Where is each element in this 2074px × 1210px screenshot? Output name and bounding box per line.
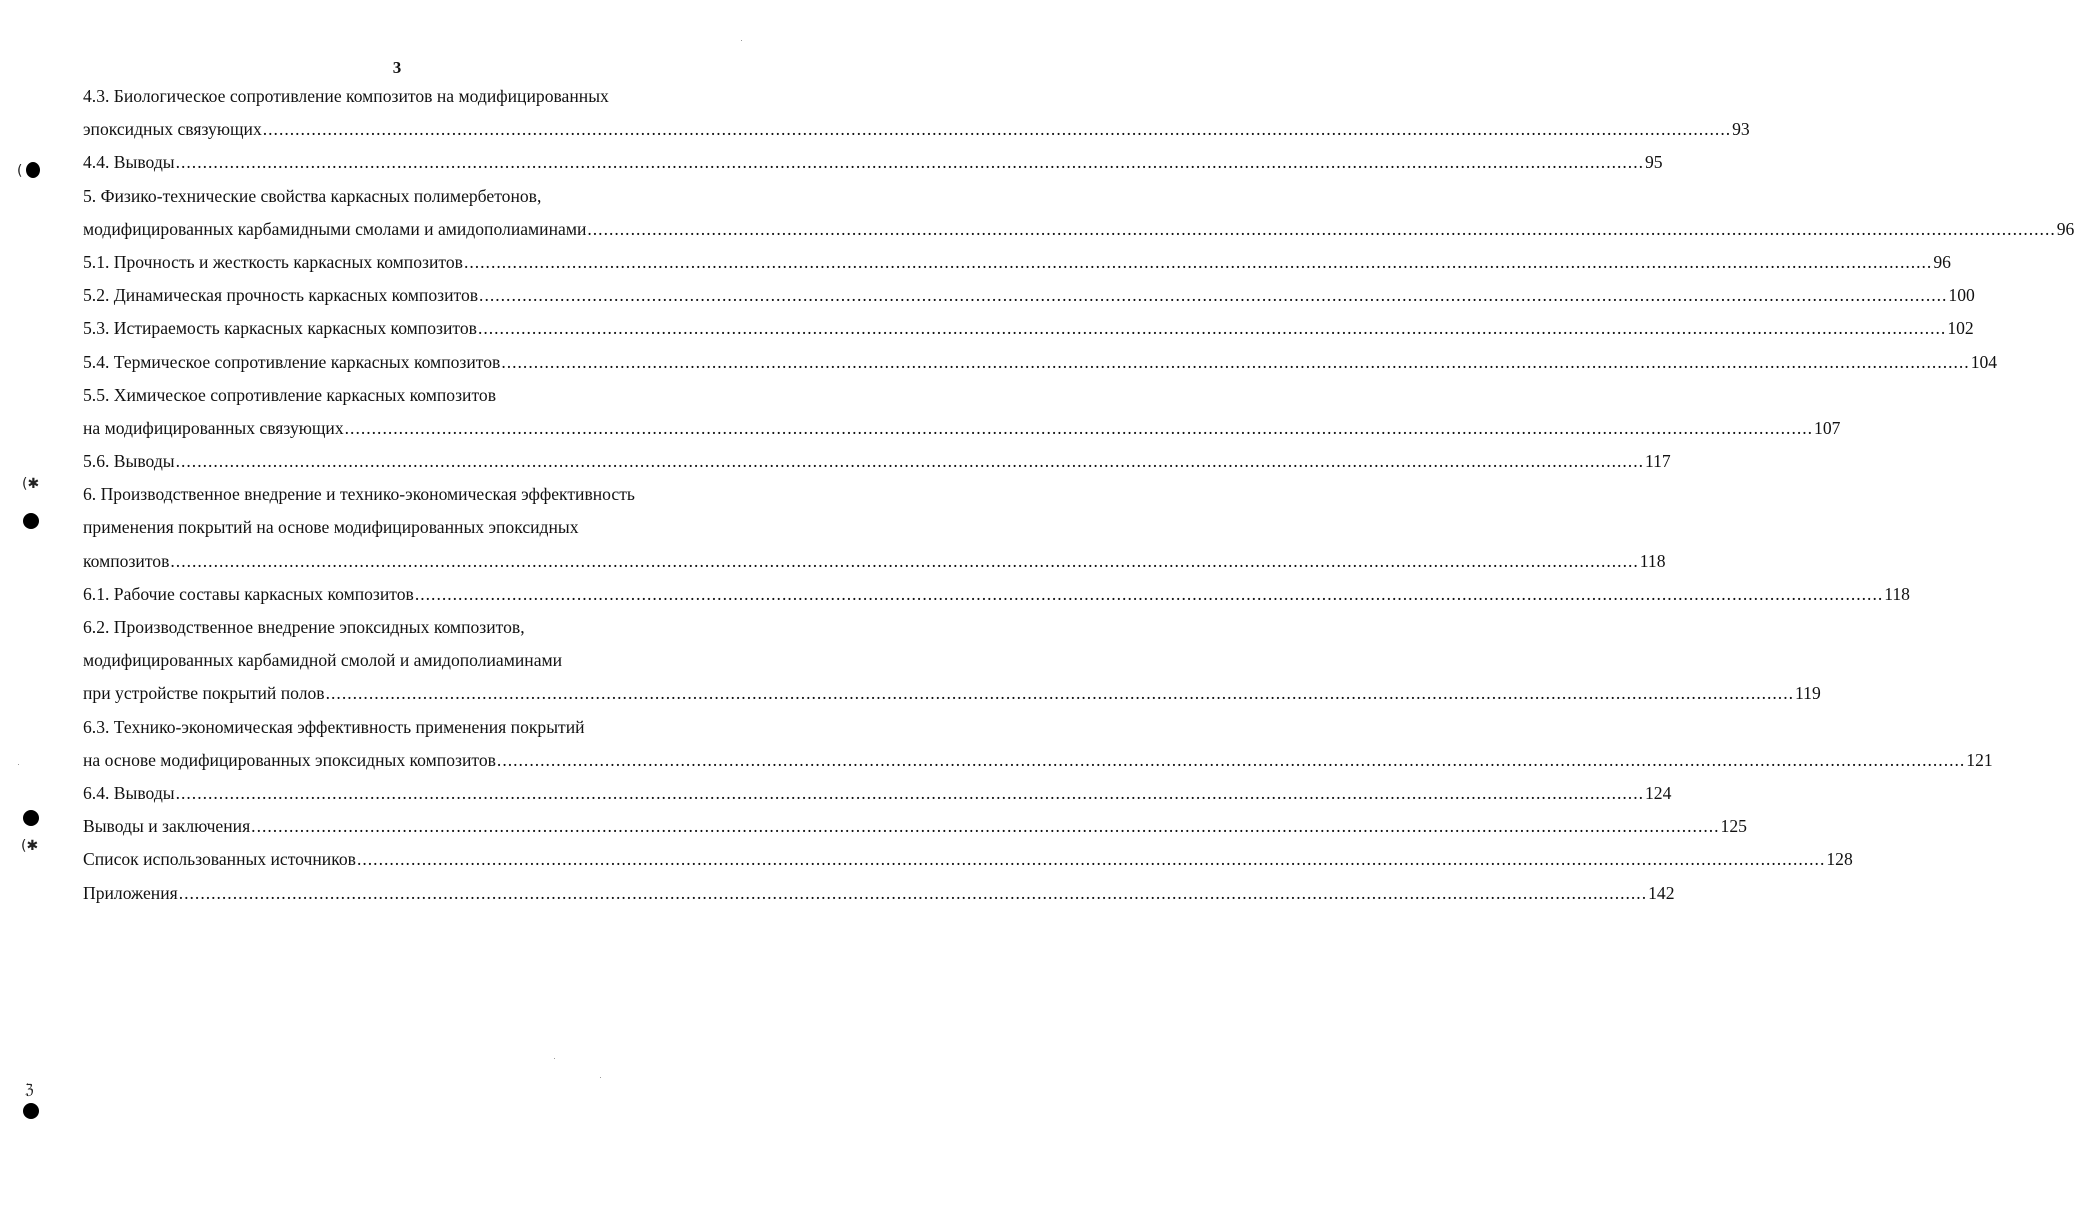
toc-page-number: 125 <box>1720 816 1747 837</box>
toc-page-number: 100 <box>1948 285 1975 306</box>
toc-text: на основе модифицированных эпоксидных композитов <box>83 749 496 770</box>
toc-text: 6. Производственное внедрение и технико-экономическая эффективность <box>83 484 635 505</box>
binding-hole-mark <box>26 162 40 178</box>
toc-text: композитов <box>83 550 170 571</box>
toc-page-number: 121 <box>1966 749 1993 770</box>
toc-text: 6.1. Рабочие составы каркасных композитов <box>83 583 414 604</box>
toc-line-6-title <box>83 478 731 511</box>
toc-text: 6.4. Выводы <box>83 782 175 803</box>
toc-line-6-3-end <box>83 744 1993 777</box>
toc-text: 5. Физико-технические свойства каркасных полимербетонов, <box>83 185 542 206</box>
toc-page-number: 117 <box>1644 451 1671 472</box>
scan-dust <box>554 1058 555 1059</box>
toc-text: 5.2. Динамическая прочность каркасных композитов <box>83 285 479 306</box>
toc-line-6-title-cont <box>83 511 731 544</box>
toc-leader-dots <box>176 146 1644 179</box>
scan-speck: ℨ <box>25 1082 34 1098</box>
toc-leader-dots <box>415 578 1883 611</box>
toc-line-4-3-title <box>83 80 731 113</box>
toc-line-6-2-title-cont <box>83 644 731 677</box>
toc-line-4-4 <box>83 146 1663 179</box>
toc-text: эпоксидных связующих <box>83 119 262 140</box>
toc-leader-dots <box>251 810 1719 843</box>
toc-text: 6.3. Технико-экономическая эффективность применения покрытий <box>83 716 585 737</box>
toc-leader-dots <box>587 213 2055 246</box>
toc-line-6-3-title <box>83 711 731 744</box>
toc-line-6-end <box>83 545 1666 578</box>
toc-line-5-1 <box>83 246 1951 279</box>
toc-line-6-2-end <box>83 677 1821 710</box>
toc-leader-dots <box>345 412 1813 445</box>
toc-line-6-1 <box>83 578 1910 611</box>
toc-text: 5.5. Химическое сопротивление каркасных композитов <box>83 384 497 405</box>
toc-line-5-5-end <box>83 412 1841 445</box>
scan-speck: (✱ <box>21 838 39 854</box>
table-of-contents <box>83 80 2074 910</box>
toc-text: 4.4. Выводы <box>83 152 175 173</box>
toc-text: Список использованных источников <box>83 849 356 870</box>
toc-text: модифицированных карбамидной смолой и амидополиаминами <box>83 650 563 671</box>
toc-page-number: 118 <box>1639 550 1666 571</box>
toc-text: при устройстве покрытий полов <box>83 683 325 704</box>
toc-line-5-title <box>83 180 731 213</box>
binding-hole-mark <box>23 513 39 529</box>
toc-text: модифицированных карбамидными смолами и амидополиаминами <box>83 218 587 239</box>
toc-page-number: 124 <box>1644 782 1672 803</box>
toc-line-5-5-title <box>83 379 731 412</box>
toc-leader-dots <box>357 843 1825 876</box>
toc-page-number: 128 <box>1826 849 1853 870</box>
toc-line-5-3 <box>83 312 1974 345</box>
toc-line-4-3-end <box>83 113 1750 146</box>
toc-leader-dots <box>497 744 1965 777</box>
toc-text: 5.4. Термическое сопротивление каркасных композитов <box>83 351 501 372</box>
binding-hole-mark <box>23 1103 39 1119</box>
toc-text: 4.3. Биологическое сопротивление композитов на модифицированных <box>83 86 609 106</box>
toc-text: 5.6. Выводы <box>83 451 175 472</box>
toc-line-appendices <box>83 877 1675 910</box>
scan-dust <box>18 764 19 765</box>
toc-leader-dots <box>263 113 1731 146</box>
toc-line-5-6 <box>83 445 1671 478</box>
toc-text: на модифицированных связующих <box>83 417 344 438</box>
scan-dust <box>600 1077 601 1078</box>
toc-line-5-end <box>83 213 2074 246</box>
scan-speck: ( <box>17 163 23 179</box>
toc-leader-dots <box>479 279 1947 312</box>
toc-leader-dots <box>170 545 1638 578</box>
scan-speck: (✱ <box>22 476 40 492</box>
toc-page-number: 142 <box>1648 882 1675 903</box>
toc-page-number: 95 <box>1644 152 1663 173</box>
toc-leader-dots <box>179 877 1647 910</box>
toc-leader-dots <box>464 246 1932 279</box>
toc-page-number: 107 <box>1814 417 1841 438</box>
toc-page-number: 118 <box>1884 583 1910 604</box>
binding-hole-mark <box>23 810 39 826</box>
toc-text: применения покрытий на основе модифицированных эпоксидных <box>83 517 579 538</box>
toc-line-5-4 <box>83 346 1998 379</box>
toc-line-6-2-title <box>83 611 731 644</box>
toc-text: Выводы и заключения <box>83 816 251 837</box>
toc-text: 5.1. Прочность и жесткость каркасных композитов <box>83 251 463 272</box>
toc-leader-dots <box>326 677 1794 710</box>
toc-leader-dots <box>176 445 1644 478</box>
toc-page-number: 96 <box>2056 218 2074 239</box>
toc-leader-dots <box>501 346 1969 379</box>
toc-text: 6.2. Производственное внедрение эпоксидных композитов, <box>83 617 525 637</box>
scan-dust <box>741 40 742 41</box>
toc-page-number: 119 <box>1795 683 1821 704</box>
toc-leader-dots <box>478 312 1946 345</box>
toc-page-number: 93 <box>1732 119 1750 140</box>
toc-line-references <box>83 843 1853 876</box>
toc-page-number: 102 <box>1947 318 1974 339</box>
toc-page-number: 96 <box>1933 251 1951 272</box>
toc-line-conclusions <box>83 810 1747 843</box>
toc-leader-dots <box>176 777 1644 810</box>
page-number: 3 <box>392 58 402 77</box>
toc-line-6-4 <box>83 777 1672 810</box>
toc-line-5-2 <box>83 279 1975 312</box>
toc-text: Приложения <box>83 882 178 903</box>
toc-text: 5.3. Истираемость каркасных каркасных композитов <box>83 318 477 339</box>
toc-page-number: 104 <box>1970 351 1998 372</box>
